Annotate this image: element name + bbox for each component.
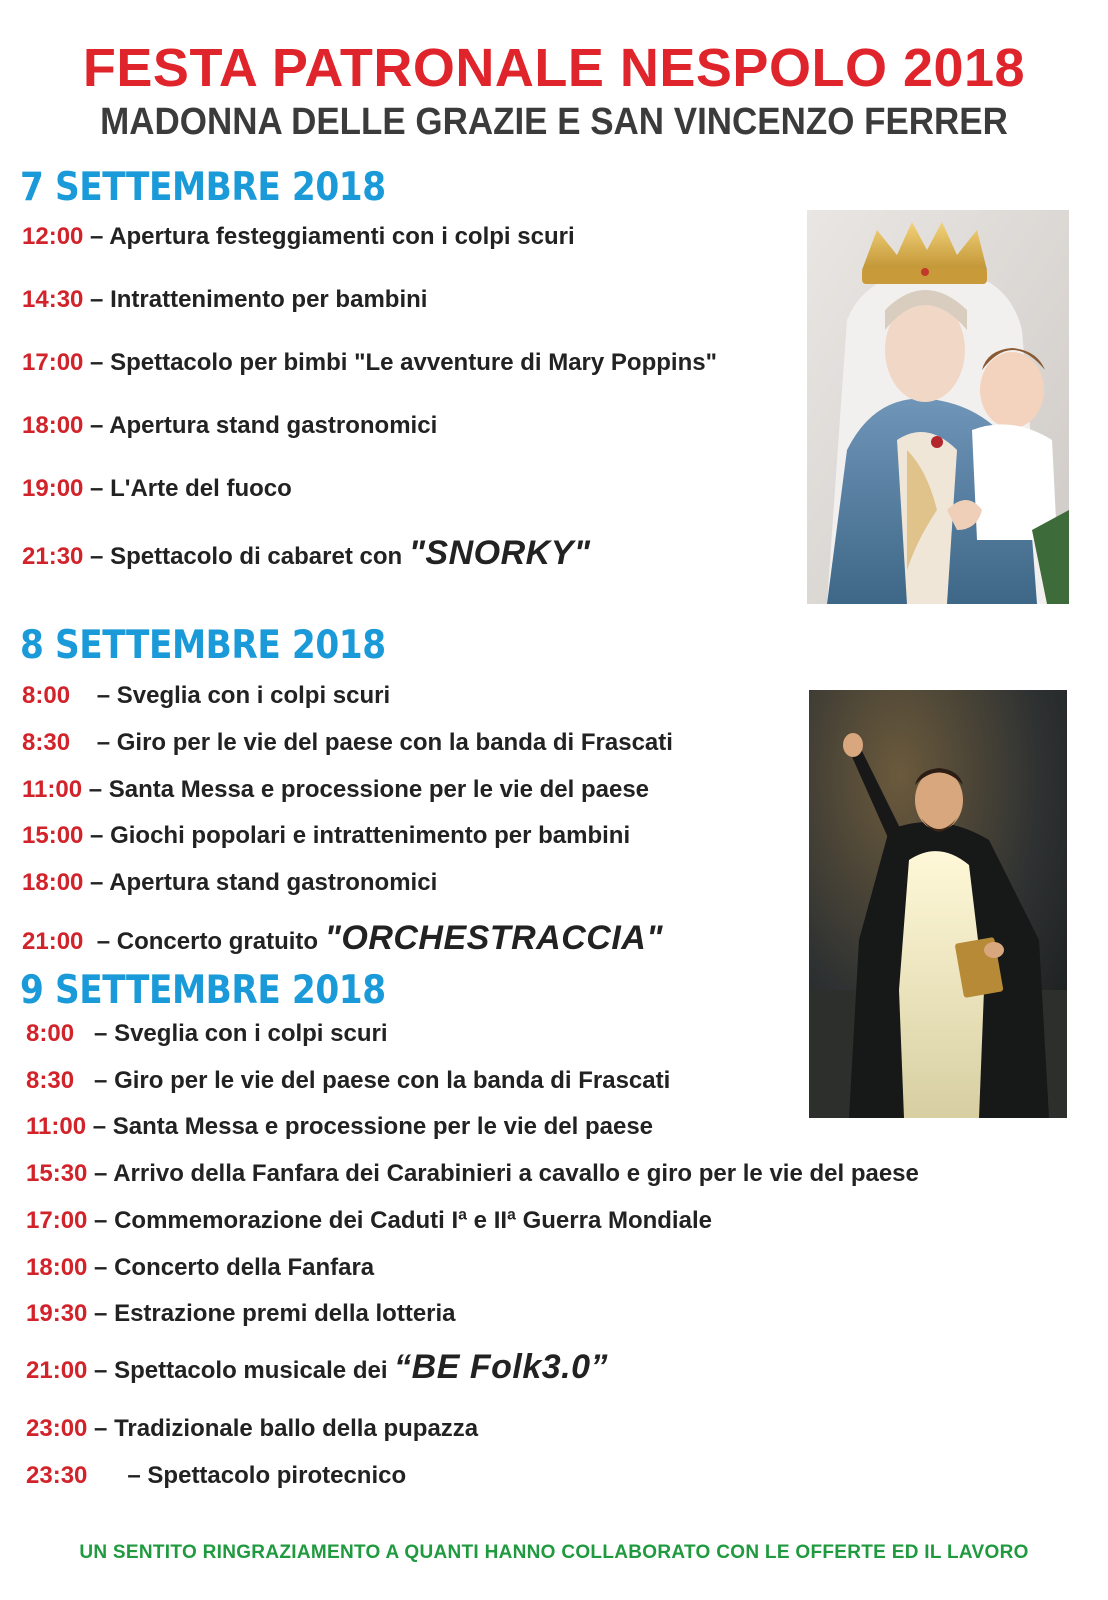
event-time: 17:00 [26,1207,88,1234]
event-time: 21:00 [26,1357,88,1384]
event-separator: – [83,475,111,502]
event-separator: – [74,1020,115,1047]
event-separator: – [87,1462,148,1489]
event-separator: – [87,1415,115,1442]
event-description: Apertura stand gastronomici [109,869,438,896]
event-separator: – [83,822,111,849]
event-time: 8:00 [26,1020,75,1047]
schedule-row [26,1066,670,1096]
event-separator: – [83,286,111,313]
event-performer: "SNORKY" [408,534,591,572]
event-separator: – [83,869,110,896]
event-performer: "ORCHESTRACCIA" [324,919,663,957]
event-description: Apertura festeggiamenti con i colpi scuri [109,223,575,250]
day-heading-9-settembre: 9 SETTEMBRE 2018 [20,968,386,1013]
event-separator: – [74,1067,115,1094]
poster-title: FESTA PATRONALE NESPOLO 2018 [82,38,1026,98]
schedule-row [22,821,630,851]
event-time: 14:30 [22,286,84,313]
event-separator: – [87,1207,115,1234]
event-time: 23:30 [26,1462,88,1489]
schedule-row [22,728,673,758]
event-description: Giochi popolari e intrattenimento per bambini [110,822,631,849]
event-description: Sveglia con i colpi scuri [116,682,391,709]
event-time: 8:00 [22,682,71,709]
event-separator: – [83,928,117,955]
event-time: 21:30 [22,543,84,570]
event-separator: – [82,776,109,803]
event-separator: – [86,1113,113,1140]
event-description: Spettacolo per bimbi "Le avventure di Mary Poppins" [110,349,717,376]
event-time: 17:00 [22,349,84,376]
event-description: Giro per le vie del paese con la banda di Frascati [114,1067,671,1094]
event-time: 18:00 [22,412,84,439]
schedule-row [22,775,649,805]
event-time: 18:00 [22,869,84,896]
san-vincenzo-painting-image [809,690,1067,1118]
event-time: 15:00 [22,822,84,849]
event-description: Giro per le vie del paese con la banda di Frascati [116,729,673,756]
event-performer: “BE Folk3.0” [394,1348,609,1386]
event-time: 8:30 [26,1067,75,1094]
schedule-row [26,1253,374,1283]
event-description: Sveglia con i colpi scuri [114,1020,388,1047]
schedule-row [22,348,717,378]
schedule-row [26,1461,406,1491]
event-separator: – [87,1254,115,1281]
event-separator: – [87,1300,115,1327]
event-description: Estrazione premi della lotteria [114,1300,456,1327]
event-description: Concerto gratuito [116,928,325,955]
schedule-row [26,1414,478,1444]
event-separator: – [83,412,110,439]
event-time: 12:00 [22,223,84,250]
event-separator: – [83,223,110,250]
event-time: 15:30 [26,1160,88,1187]
schedule-row [22,919,663,957]
event-description: Arrivo della Fanfara dei Carabinieri a cavallo e giro per le vie del paese [113,1160,919,1187]
event-separator: – [83,349,111,376]
event-time: 23:00 [26,1415,88,1442]
event-separator: – [70,729,117,756]
event-separator: – [87,1357,115,1384]
schedule-row [22,868,437,898]
event-time: 8:30 [22,729,71,756]
event-description: Santa Messa e processione per le vie del paese [108,776,650,803]
event-description: Concerto della Fanfara [114,1254,375,1281]
schedule-row [26,1112,653,1142]
schedule-row [26,1348,609,1386]
event-description: Spettacolo musicale dei [114,1357,395,1384]
event-description: Santa Messa e processione per le vie del paese [112,1113,654,1140]
event-time: 21:00 [22,928,84,955]
event-description: L'Arte del fuoco [110,475,292,502]
event-description: Spettacolo di cabaret con [110,543,409,570]
schedule-row [22,411,437,441]
event-separator: – [83,543,111,570]
thanks-footer: UN SENTITO RINGRAZIAMENTO A QUANTI HANNO COLLABORATO CON LE OFFERTE ED IL LAVORO [79,1542,1029,1563]
schedule-row [22,222,575,252]
madonna-statue-image [807,210,1069,604]
event-separator: – [87,1160,114,1187]
day-heading-7-settembre: 7 SETTEMBRE 2018 [20,165,386,210]
event-separator: – [70,682,117,709]
schedule-row [22,534,591,572]
event-time: 11:00 [26,1113,87,1140]
event-description: Tradizionale ballo della pupazza [114,1415,479,1442]
event-time: 19:00 [22,475,84,502]
event-time: 11:00 [22,776,83,803]
event-time: 18:00 [26,1254,88,1281]
schedule-row [26,1206,712,1236]
schedule-row [22,285,427,315]
event-description: Spettacolo pirotecnico [147,1462,407,1489]
schedule-row [22,681,390,711]
event-description: Apertura stand gastronomici [109,412,438,439]
day-heading-8-settembre: 8 SETTEMBRE 2018 [20,623,386,668]
event-time: 19:30 [26,1300,88,1327]
event-description: Commemorazione dei Caduti Iª e IIª Guerra Mondiale [114,1207,712,1234]
schedule-row [26,1299,456,1329]
schedule-row [22,474,292,504]
event-description: Intrattenimento per bambini [110,286,428,313]
poster-subtitle: MADONNA DELLE GRAZIE E SAN VINCENZO FERRER [100,101,1008,143]
schedule-row [26,1159,919,1189]
schedule-row [26,1019,388,1049]
